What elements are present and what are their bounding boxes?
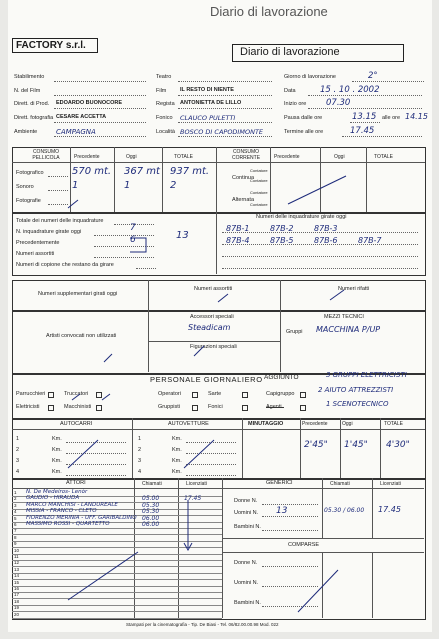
- production-value: EDOARDO BUONOCORE: [56, 100, 123, 106]
- attore-number: 4: [14, 509, 17, 515]
- attori-licenziati-header: Licenziati: [186, 481, 207, 487]
- production-label: Dirett. fotografia: [14, 115, 54, 121]
- consumo-value: 2: [170, 180, 177, 191]
- comparse-label: Donne N.: [234, 560, 258, 566]
- production-label: Dirett. di Prod.: [14, 101, 50, 107]
- attore-name: MISSIA - FRANCO - CLETO: [26, 508, 97, 515]
- personale-label: Parrucchieri: [16, 391, 46, 397]
- autocarro-number: 2: [16, 447, 20, 453]
- generici-label: Uomini N.: [234, 510, 259, 516]
- corrente-alternata-label: Alternata: [232, 197, 255, 203]
- production-label: Teatro: [156, 74, 172, 80]
- generici-uomini-chiamati: 05.30 / 06.00: [324, 507, 365, 514]
- production-value: 07.30: [326, 98, 351, 108]
- consumo-row-label: Fotografico: [16, 170, 44, 176]
- girate-number: 87B-7: [358, 236, 382, 245]
- gruppi-value: MACCHINA P/UP: [316, 325, 381, 334]
- comparse-label: Uomini N.: [234, 580, 259, 586]
- contatore-label: Contatore: [250, 190, 268, 195]
- autovettura-number: 3: [138, 458, 142, 464]
- consumo-corrente-header: TOTALE: [374, 154, 393, 160]
- personale-label: Fonici: [208, 404, 223, 410]
- production-label: Inizio ore: [284, 101, 307, 107]
- attore-number: 13: [14, 566, 20, 572]
- inquadrature-oggi: 7: [130, 223, 136, 233]
- autovettura-number: 2: [138, 447, 142, 453]
- generici-label: Donne N.: [234, 498, 258, 504]
- personale-label: Capigruppo: [266, 391, 295, 397]
- attore-number: 3: [14, 502, 17, 508]
- autovettura-km-label: Km.: [172, 447, 182, 453]
- attore-number: 14: [14, 573, 20, 579]
- autocarri-title: AUTOCARRI: [60, 421, 93, 427]
- autocarro-number: 3: [16, 458, 20, 464]
- personale-label: Elettricisti: [16, 404, 40, 410]
- minutaggio-header: Oggi: [342, 421, 353, 427]
- figurazioni-label: Figurazioni speciali: [190, 344, 237, 350]
- pausa-to-value: 14.15: [405, 112, 428, 121]
- attore-number: 7: [14, 528, 17, 534]
- autovetture-title: AUTOVETTURE: [168, 421, 209, 427]
- contatore-label: Contatore: [250, 168, 268, 173]
- mezzi-label: MEZZI TECNICI: [324, 314, 364, 320]
- production-label: Stabilimento: [14, 74, 45, 80]
- consumo-value: 937 mt.: [170, 166, 210, 177]
- autovettura-number: 4: [138, 469, 142, 475]
- inquadrature-totale: 13: [176, 230, 189, 241]
- attore-number: 9: [14, 541, 17, 547]
- production-value: 2°: [368, 71, 378, 81]
- production-label: Ambiente: [14, 129, 38, 135]
- attore-chiamati: 05.30: [142, 501, 160, 509]
- production-value: 17.45: [350, 126, 375, 136]
- attore-chiamati: 06.00: [142, 514, 160, 522]
- attori-title: ATTORI: [66, 480, 86, 486]
- consumo-value: 1: [72, 180, 79, 191]
- girate-number: 87B-3: [314, 224, 338, 233]
- attore-chiamati: 06.00: [142, 521, 160, 528]
- numeri-supplementari-label: Numeri supplementari girati oggi: [38, 291, 118, 297]
- attore-name: GAUDIO - HIRAUDA: [26, 495, 80, 502]
- minutaggio-value: 1'45": [344, 440, 368, 450]
- generici-chiamati-header: Chiamati: [330, 481, 350, 487]
- production-value: CAMPAGNA: [56, 128, 96, 136]
- consumo-row-label: Sonoro: [16, 184, 34, 190]
- autocarro-km-label: Km.: [52, 436, 62, 442]
- footer-printer: Stampati per la cinematografia - Tip. De Biasi - Tel. 06/82.00.00.98 Mod. 022: [126, 622, 279, 627]
- production-label: N. del Film: [14, 88, 41, 94]
- attore-name: MARCO MANCHISI - LANDUREALE: [26, 501, 118, 508]
- attore-number: 8: [14, 534, 17, 540]
- attore-number: 18: [14, 598, 20, 604]
- aggiunto-note-2: 2 AIUTO ATTREZZISTI: [318, 386, 394, 394]
- company-name: FACTORY s.r.l.: [16, 40, 86, 51]
- autovettura-km-label: Km.: [172, 458, 182, 464]
- production-label: Giorno di lavorazione: [284, 74, 336, 80]
- attore-name: FIORENZO MERINIA - UFF. GARIBALDINO: [26, 514, 137, 521]
- comparse-title: COMPARSE: [288, 542, 320, 548]
- corrente-continua-label: Continua: [232, 175, 255, 181]
- aggiunto-note-1: 3 GRUPPI ELETTRICISTI: [326, 371, 407, 379]
- girate-number: 87B-5: [270, 236, 294, 245]
- accessori-value: Steadicam: [188, 323, 231, 332]
- minutaggio-value: 4'30": [386, 440, 410, 450]
- attore-number: 15: [14, 579, 20, 585]
- production-label: Termine alle ore: [284, 129, 324, 135]
- inquadrature-precedente: 6: [130, 235, 136, 245]
- inquadrature-label: N. inquadrature girate oggi: [16, 229, 82, 235]
- minutaggio-header: TOTALE: [384, 421, 403, 427]
- numeri-assortiti-label: Numeri assortiti: [194, 286, 233, 292]
- personale-title: PERSONALE GIORNALIERO: [150, 375, 263, 384]
- autovettura-number: 1: [138, 436, 142, 442]
- consumo-value: 570 mt.: [72, 166, 112, 177]
- attore-number: 5: [14, 515, 17, 521]
- form-page: [8, 0, 432, 632]
- girate-number: 87B-6: [314, 236, 338, 245]
- consumo-corrente-header: Precedente: [274, 154, 300, 160]
- attore-number: 11: [14, 554, 19, 559]
- attore-number: 17: [14, 592, 20, 598]
- consumo-pellicola-header: TOTALE: [174, 154, 193, 160]
- comparse-label: Bambini N.: [234, 600, 261, 606]
- consumo-pellicola-header: Precedente: [74, 154, 100, 160]
- attore-name: MASSIMO ROSSI - QUARTETTO: [26, 521, 110, 527]
- generici-licenziati-header: Licenziati: [380, 481, 401, 487]
- inquadrature-label: Precedentemente: [16, 240, 60, 246]
- minutaggio-value: 2'45": [304, 440, 328, 450]
- personale-label: Agenti: [266, 404, 282, 410]
- personale-label: Truccatori: [64, 391, 89, 397]
- attore-number: 2: [14, 496, 17, 502]
- generici-uomini-value: 13: [276, 506, 288, 516]
- accessori-label: Accessori speciali: [190, 314, 234, 320]
- attore-number: 19: [14, 605, 20, 611]
- consumo-value: 367 mt: [124, 166, 160, 177]
- production-value: IL RESTO DI NIENTE: [180, 87, 234, 93]
- aggiunto-note-3: 1 SCENOTECNICO: [326, 400, 389, 408]
- production-label: Fonico: [156, 115, 173, 121]
- personale-label: Gruppisti: [158, 404, 181, 410]
- consumo-corrente-header: Oggi: [334, 154, 345, 160]
- production-label: Regista: [156, 101, 175, 107]
- production-label: Località: [156, 129, 175, 135]
- attore-number: 1: [14, 490, 17, 495]
- generici-title: GENERICI: [266, 480, 293, 486]
- autovettura-km-label: Km.: [172, 469, 182, 475]
- production-value: 15 . 10 . 2002: [320, 85, 380, 95]
- minutaggio-header: Precedente: [302, 421, 328, 427]
- attore-number: 12: [14, 560, 20, 566]
- pausa-to-label: alle ore: [382, 115, 401, 121]
- production-label: Film: [156, 88, 167, 94]
- attore-chiamati: 05.00: [142, 495, 160, 503]
- attore-number: 20: [14, 611, 20, 617]
- girate-title: Numeri delle inquadrature girate oggi: [256, 214, 347, 220]
- numeri-rifatti-label: Numeri rifatti: [338, 286, 370, 292]
- artisti-label: Artisti convocati non utilizzati: [46, 333, 117, 339]
- contatore-label: Contatore: [250, 178, 268, 183]
- production-label: Pausa dalle ore: [284, 115, 323, 121]
- inquadrature-label: Numeri di copione che restano da girare: [16, 262, 114, 268]
- autocarro-km-label: Km.: [52, 458, 62, 464]
- consumo-row-label: Fotografie: [16, 198, 41, 204]
- attore-licenziati: 17.45: [184, 495, 202, 503]
- production-value: BOSCO DI CAPODIMONTE: [180, 128, 264, 136]
- production-value: CESARE ACCETTA: [56, 114, 107, 120]
- production-value: ANTONIETTA DE LILLO: [180, 100, 242, 106]
- minutaggio-title: MINUTAGGIO: [248, 421, 284, 427]
- production-value: 13.15: [352, 112, 377, 122]
- attore-name: N. De Medeiros- Lenòr: [26, 489, 88, 495]
- autocarro-number: 4: [16, 469, 20, 475]
- generici-label: Bambini N.: [234, 524, 261, 530]
- girate-number: 87B-4: [226, 236, 250, 245]
- personale-label: Sarte: [208, 391, 222, 397]
- girate-number: 87B-2: [270, 224, 294, 233]
- faint-top-title: Diario di lavorazione: [210, 4, 328, 19]
- attore-chiamati: 05.30: [142, 508, 160, 516]
- attore-number: 16: [14, 586, 20, 591]
- handwritten-strokes: [8, 0, 432, 632]
- gruppi-label: Gruppi: [286, 329, 303, 335]
- girate-number: 87B-1: [226, 224, 250, 233]
- inquadrature-label: Numeri assortiti: [16, 251, 55, 257]
- production-value: CLAUCO PULETTI: [180, 114, 236, 122]
- consumo-corrente-title: CONSUMO CORRENTE: [231, 149, 261, 161]
- autocarro-km-label: Km.: [52, 469, 62, 475]
- personale-label: Macchinisti: [64, 404, 92, 410]
- contatore-label: Contatore: [250, 202, 268, 207]
- attore-number: 6: [14, 522, 17, 527]
- generici-uomini-licenziati: 17.45: [378, 505, 401, 514]
- consumo-pellicola-title: CONSUMO PELLICOLA: [32, 149, 60, 161]
- inquadrature-label: Totale dei numeri delle inquadrature: [16, 218, 104, 224]
- personale-label: Operatori: [158, 391, 181, 397]
- form-title: Diario di lavorazione: [240, 46, 340, 58]
- attori-chiamati-header: Chiamati: [142, 481, 162, 487]
- consumo-pellicola-header: Oggi: [126, 154, 137, 160]
- aggiunto-label: AGGIUNTO: [264, 374, 299, 381]
- production-label: Data: [284, 88, 296, 94]
- autovettura-km-label: Km.: [172, 436, 182, 442]
- autocarro-number: 1: [16, 436, 20, 442]
- consumo-value: 1: [124, 180, 131, 191]
- attore-number: 10: [14, 547, 20, 553]
- autocarro-km-label: Km.: [52, 447, 62, 453]
